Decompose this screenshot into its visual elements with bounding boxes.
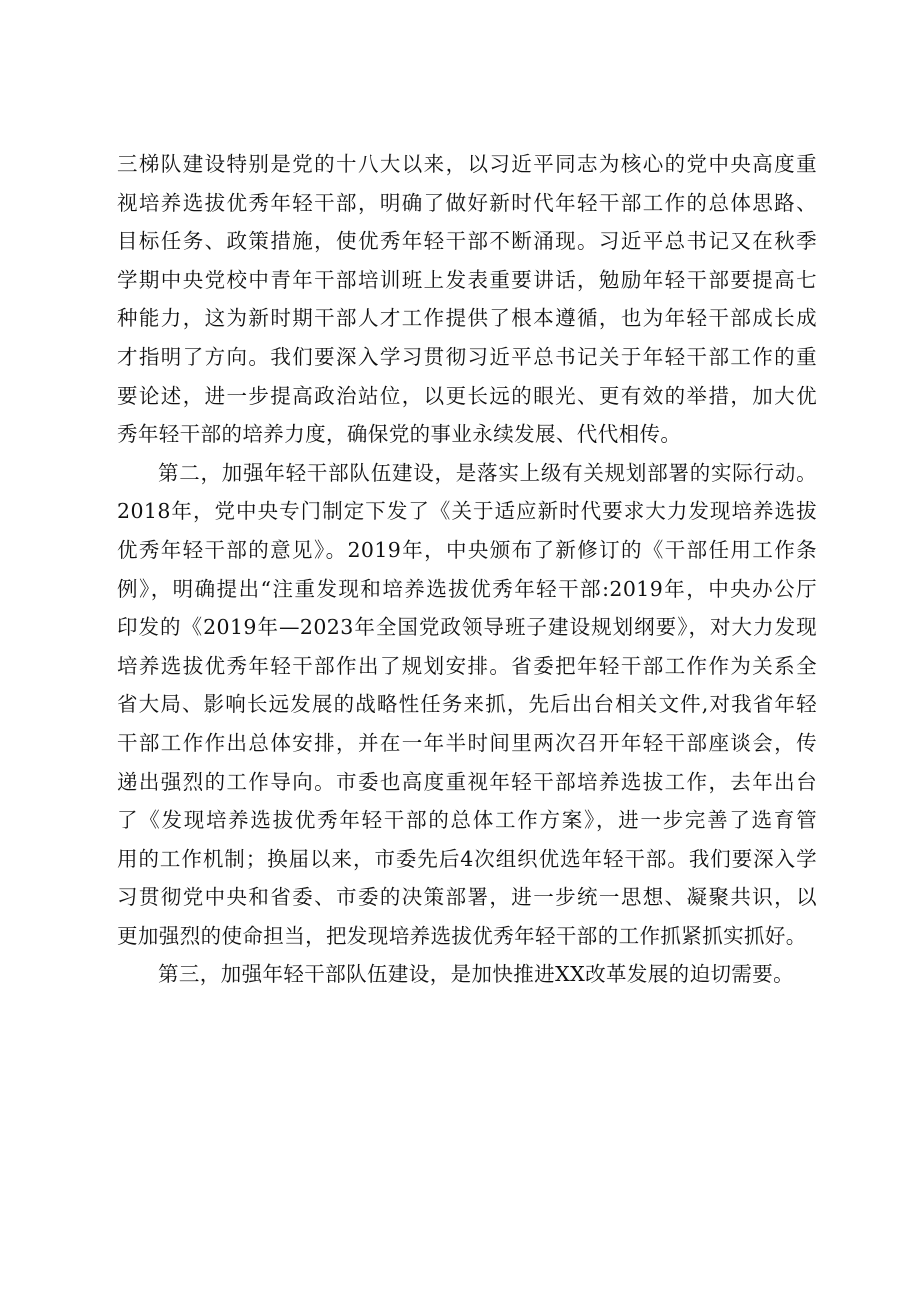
paragraph-2: [117, 454, 817, 956]
text-line: 例》，明确提出“注重发现和培养选拔优秀年轻干部:2019年，中央办公厅: [117, 576, 817, 601]
document-body: [117, 145, 817, 994]
text-line: 递出强烈的工作导向。市委也高度重视年轻干部培养选拔工作，去年出台: [117, 769, 817, 794]
text-line: 省大局、影响长远发展的战略性任务来抓，先后出台相关文件,对我省年轻: [117, 692, 817, 717]
text-line: 干部工作作出总体安排，并在一年半时间里两次召开年轻干部座谈会，传: [117, 730, 817, 755]
text-line: 学期中央党校中青年干部培训班上发表重要讲话，勉励年轻干部要提高七: [117, 267, 817, 292]
text-line: 第二，加强年轻干部队伍建设，是落实上级有关规划部署的实际行动。: [158, 460, 817, 485]
text-line: 优秀年轻干部的意见》。2019年，中央颁布了新修订的《干部任用工作条: [117, 537, 817, 562]
text-line: 视培养选拔优秀年轻干部，明确了做好新时代年轻干部工作的总体思路、: [117, 190, 817, 215]
text-line: 种能力，这为新时期干部人才工作提供了根本遵循，也为年轻干部成长成: [117, 306, 817, 331]
text-line: 培养选拔优秀年轻干部作出了规划安排。省委把年轻干部工作作为关系全: [117, 653, 817, 678]
text-line: 第三，加强年轻干部队伍建设，是加快推进XX改革发展的迫切需要。: [158, 962, 795, 987]
text-line: 三梯队建设特别是党的十八大以来，以习近平同志为核心的党中央高度重: [117, 152, 817, 176]
text-line: 用的工作机制；换届以来，市委先后4次组织优选年轻干部。我们要深入学: [117, 846, 817, 871]
text-line: 才指明了方向。我们要深入学习贯彻习近平总书记关于年轻干部工作的重: [117, 344, 817, 369]
paragraph-3: [117, 955, 817, 994]
text-line: 了《发现培养选拔优秀年轻干部的总体工作方案》，进一步完善了选育管: [117, 808, 817, 833]
text-line: 目标任务、政策措施，使优秀年轻干部不断涌现。习近平总书记又在秋季: [117, 229, 817, 254]
text-line: 习贯彻党中央和省委、市委的决策部署，进一步统一思想、凝聚共识，以: [117, 885, 817, 910]
text-line: 更加强烈的使命担当，把发现培养选拔优秀年轻干部的工作抓紧抓实抓好。: [117, 923, 807, 948]
paragraph-1: [117, 145, 817, 454]
text-line: 印发的《2019年—2023年全国党政领导班子建设规划纲要》，对大力发现: [117, 615, 817, 640]
text-line: 2018年，党中央专门制定下发了《关于适应新时代要求大力发现培养选拔: [117, 499, 817, 524]
text-line: 要论述，进一步提高政治站位，以更长远的眼光、更有效的举措，加大优: [117, 383, 817, 408]
text-line: 秀年轻干部的培养力度，确保党的事业永续发展、代代相传。: [117, 422, 682, 447]
